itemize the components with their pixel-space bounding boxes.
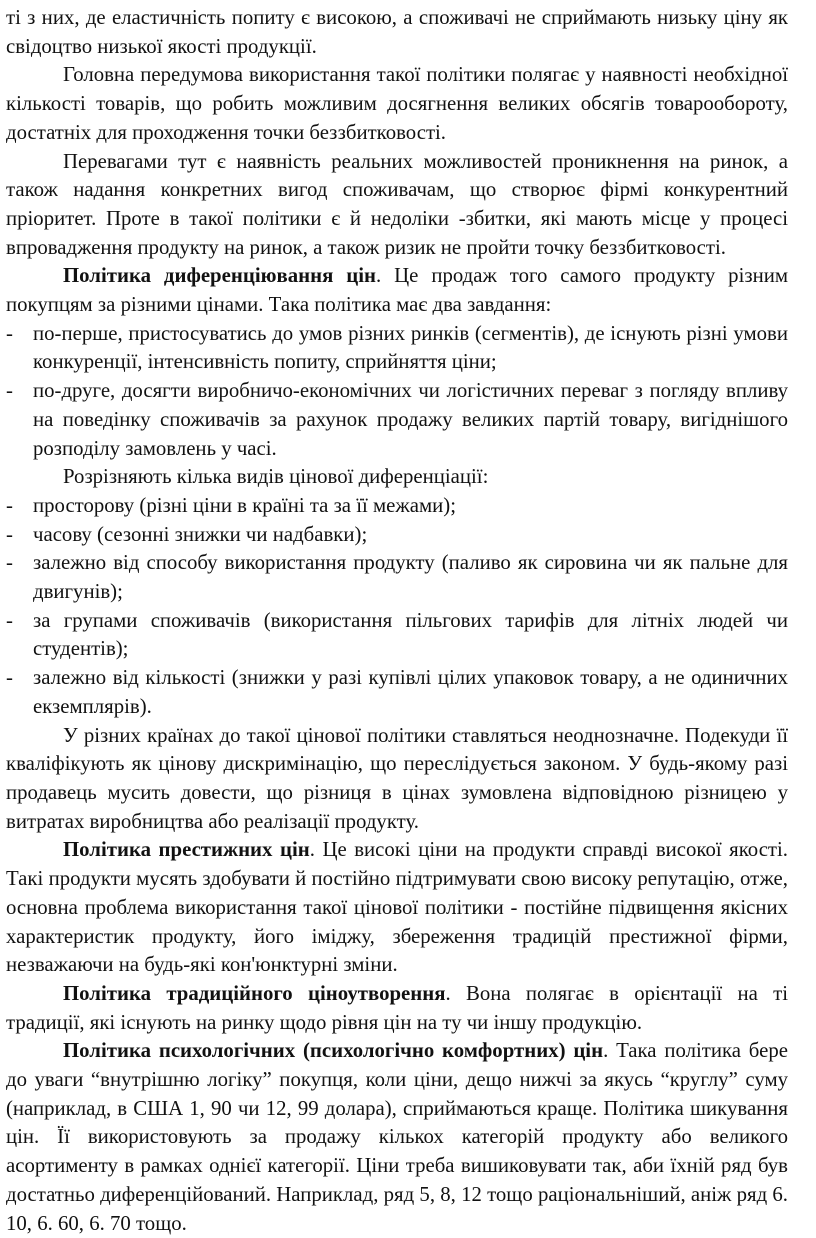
list-item-text: залежно від способу використання продукту (паливо як сировина чи як пальне для двигунів); (33, 551, 788, 604)
section-heading: Політика традиційного ціноутворення (63, 981, 446, 1005)
list-item (6, 664, 788, 721)
section-text: . Це високі ціни на продукти справді високої якості. Такі продукти мусять здобувати й постійно підтримувати свою високу репутацію, отже, основна проблема використання такої цінової політики - постійне підвищення якісних характеристик продукту, його іміджу, збереження традицій престижної фірми, незважаючи на будь-які кон'юнктурні зміни. (6, 838, 788, 977)
section-heading: Політика психологічних (психологічно комфортних) цін (63, 1039, 604, 1063)
types-list (6, 492, 788, 722)
list-item-text: часову (сезонні знижки чи надбавки); (33, 522, 368, 546)
paragraph-advantages: Перевагами тут є наявність реальних можливостей проникнення на ринок, а також надання конкретних вигод споживачам, що створює фірмі конкурентний пріоритет. Проте в такої політики є й недоліки -збитки, які мають місце у процесі впровадження продукту на ринок, а також ризик не пройти точку беззбитковості. (6, 149, 788, 259)
section-text: . Це продаж того самого продукту різним покупцям за різними цінами. Така політика має два завдання: (6, 264, 788, 317)
paragraph-differentiation-types: Розрізняють кілька видів цінової диференціації: (63, 465, 489, 489)
list-item (6, 492, 788, 521)
list-item-text: по-перше, пристосуватись до умов різних ринків (сегментів), де існують різні умови конкуренції, інтенсивність попиту, сприйняття ціни; (33, 321, 788, 374)
paragraph-discrimination: У різних країнах до такої цінової політики ставляться неоднозначне. Подекуди її кваліфікують як цінову дискримінацію, що переслідується законом. У будь-якому разі продавець мусить довести, що різниця в цінах зумовлена відповідною різницею у витратах виробництва або реалізації продукту. (6, 723, 788, 833)
list-item-text: просторову (різні ціни в країні та за її межами); (33, 493, 456, 517)
list-item-text: залежно від кількості (знижки у разі купівлі цілих упаковок товару, а не одиничних екземплярів). (33, 666, 788, 718)
paragraph-precondition: Головна передумова використання такої політики полягає у наявності необхідної кількості товарів, що робить можливим досягнення великих обсягів товарообороту, достатніх для проходження точки беззбитковості. (6, 63, 788, 144)
dash-marker: - (6, 379, 13, 403)
list-item (6, 521, 788, 550)
dash-marker: - (6, 666, 13, 690)
list-item (6, 607, 788, 664)
dash-marker: - (6, 321, 13, 345)
dash-marker: - (6, 522, 13, 546)
dash-marker: - (6, 551, 13, 575)
section-psychological-prices (6, 1037, 788, 1238)
section-heading: Політика престижних цін (63, 838, 310, 862)
tasks-list (6, 320, 788, 464)
dash-marker: - (6, 493, 13, 517)
paragraph-elasticity: ті з них, де еластичність попиту є високою, а споживачі не сприймають низьку ціну як свідоцтво низької якості продукції. (6, 6, 788, 58)
list-item-text: по-друге, досягти виробничо-економічних чи логістичних переваг з погляду впливу на поведінку споживачів за рахунок продажу великих партій товару, вигіднішого розподілу замовлень у часі. (33, 379, 788, 460)
list-item (6, 320, 788, 377)
list-item (6, 377, 788, 463)
list-item (6, 549, 788, 606)
list-item-text: за групами споживачів (використання пільгових тарифів для літніх людей чи студентів); (33, 608, 788, 661)
section-text: . Така політика бере до уваги “внутрішню логіку” покупця, коли ціни, дещо нижчі за якусь “круглу” суму (наприклад, в США 1, 90 чи 12, 99 долара), сприймаються краще. Політика шикування цін. Її використовують за продажу кількох категорій продукту або великого асортименту в рамках однієї категорії. Ціни треба вишиковувати так, аби їхній ряд був достатньо диференційований. Наприклад, ряд 5, 8, 12 тощо раціональніший, аніж ряд 6. 10, 6. 60, 6. 70 тощо. (6, 1039, 788, 1235)
section-text: . Вона полягає в орієнтації на ті традиції, які існують на ринку щодо рівня цін на ту чи іншу продукцію. (6, 981, 788, 1034)
section-heading: Політика диференціювання цін (63, 264, 377, 288)
section-prestige-prices (6, 836, 788, 980)
dash-marker: - (6, 608, 13, 632)
section-traditional-pricing (6, 980, 788, 1037)
section-price-differentiation (6, 262, 788, 319)
